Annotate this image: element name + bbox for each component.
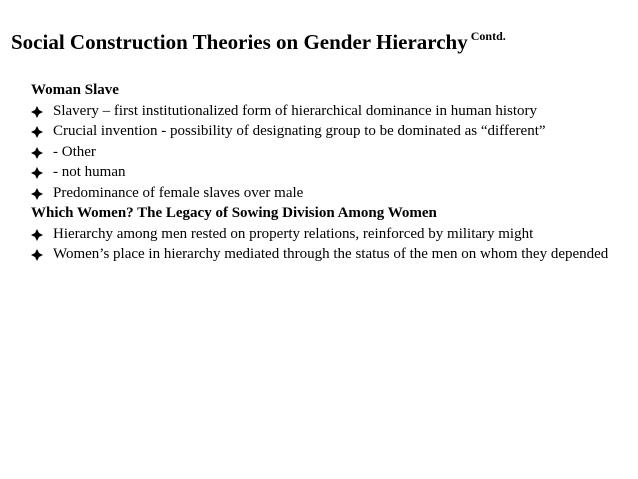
bullet-item <box>31 224 617 245</box>
section-heading-which-women: Which Women? The Legacy of Sowing Division Among Women <box>31 205 437 221</box>
diamond-bullet-icon <box>31 106 43 118</box>
bullet-item <box>31 101 617 122</box>
bullet-item <box>31 244 617 265</box>
bullet-text: Women’s place in hierarchy mediated through the status of the men on whom they depended <box>53 246 609 262</box>
bullet-text: Slavery – first institutionalized form of hierarchical dominance in human history <box>53 102 538 119</box>
diamond-bullet-icon <box>31 188 43 200</box>
bullet-item <box>31 121 617 142</box>
bullet-item <box>31 183 617 204</box>
bullet-text: Predominance of female slaves over male <box>53 184 304 201</box>
diamond-bullet-icon <box>31 229 43 241</box>
bullet-text: - Other <box>53 143 96 160</box>
slide-title-suffix: Contd. <box>470 29 506 43</box>
slide-title-text: Social Construction Theories on Gender Hierarchy <box>11 30 468 54</box>
slide-title <box>11 29 506 54</box>
diamond-bullet-icon <box>31 167 43 179</box>
bullet-text: - not human <box>53 164 126 180</box>
bullet-item <box>31 162 617 183</box>
bullet-text: Crucial invention - possibility of designating group to be dominated as “different” <box>53 123 546 139</box>
diamond-bullet-icon <box>31 126 43 138</box>
bullet-item <box>31 142 617 163</box>
diamond-bullet-icon <box>31 147 43 159</box>
diamond-bullet-icon <box>31 249 43 261</box>
bullet-text: Hierarchy among men rested on property relations, reinforced by military might <box>53 225 534 242</box>
slide-body <box>31 80 617 265</box>
section-heading-woman-slave: Woman Slave <box>31 82 119 98</box>
